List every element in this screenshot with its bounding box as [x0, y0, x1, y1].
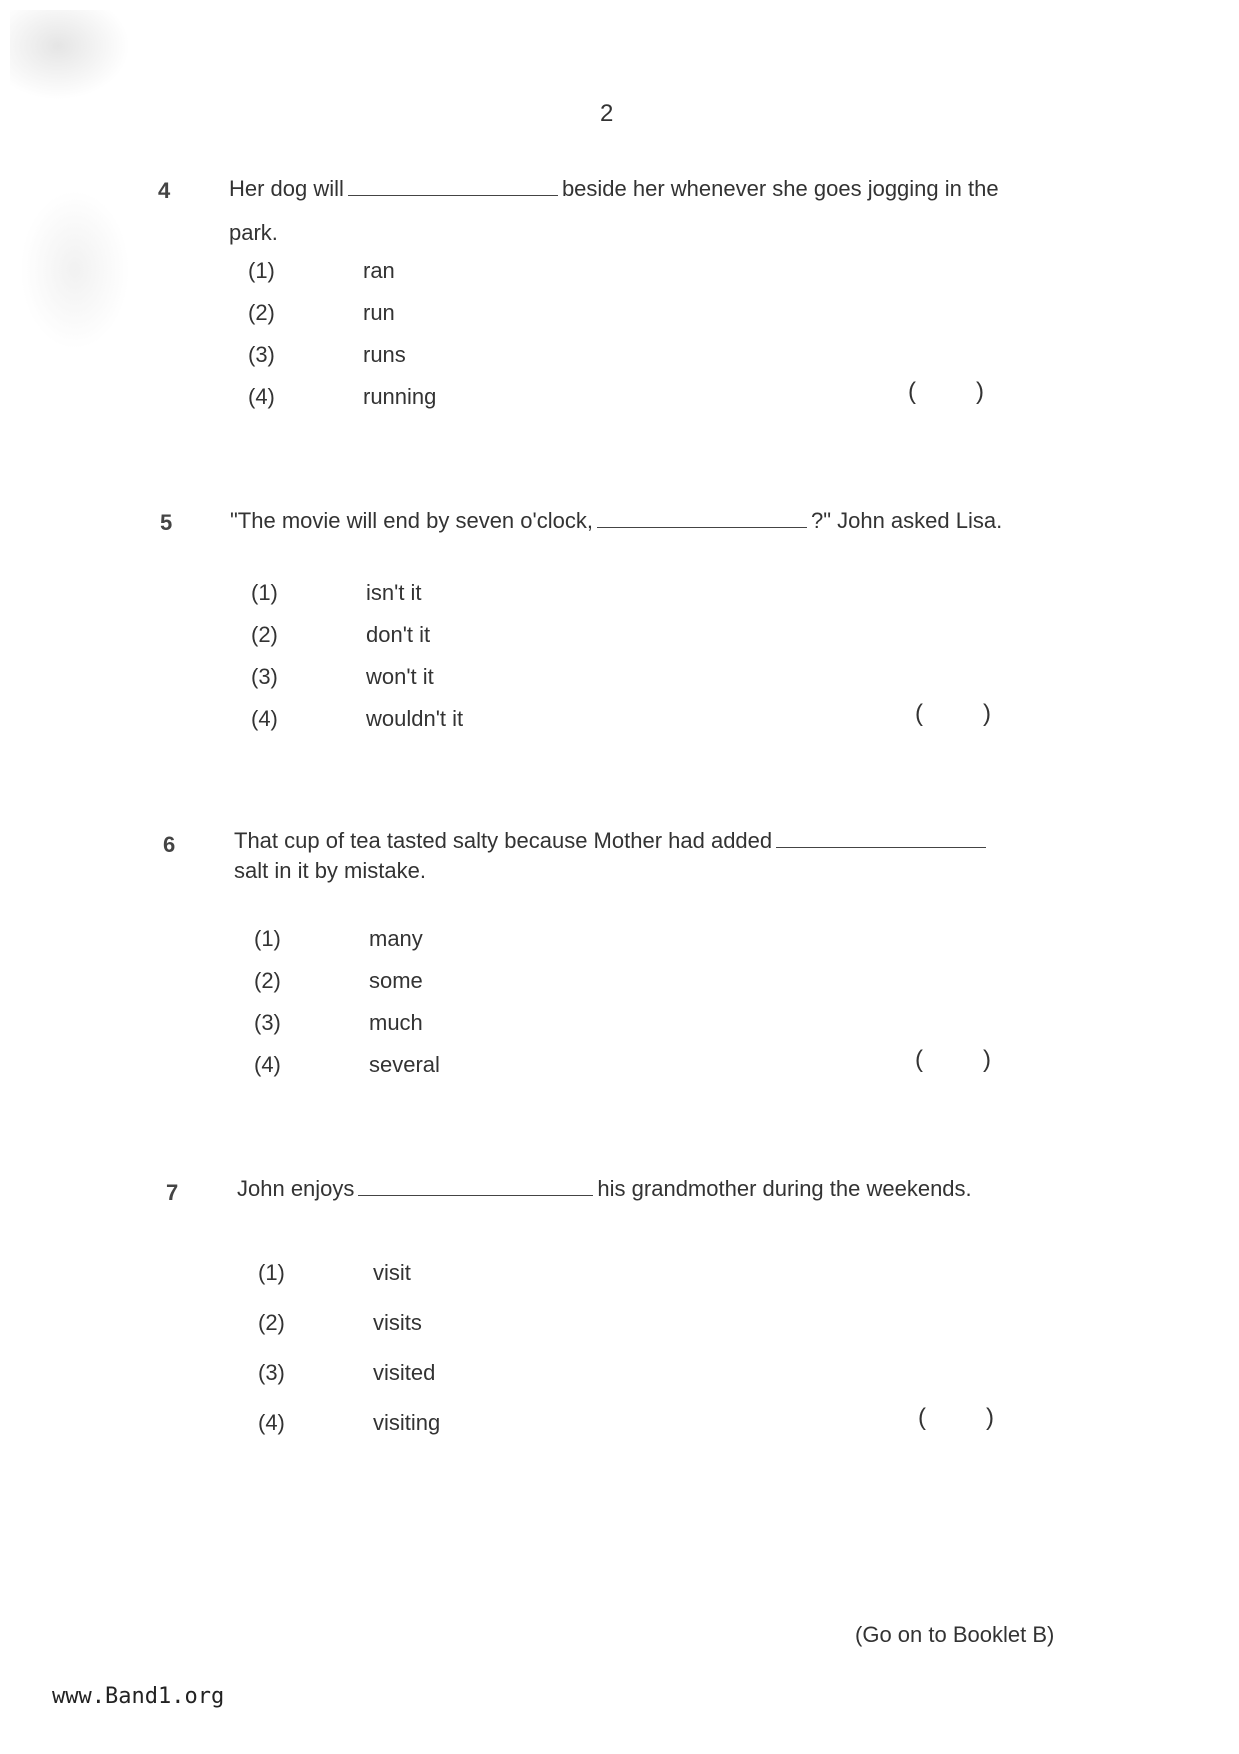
question-stem: Her dog will beside her whenever she goes jogging in the — [229, 176, 999, 201]
question-number: 5 — [160, 510, 173, 535]
answer-blank — [776, 829, 986, 848]
answer-box[interactable]: ( ) — [908, 378, 984, 405]
scan-noise — [20, 190, 130, 350]
question-number: 7 — [166, 1180, 179, 1205]
question-number: 4 — [158, 178, 171, 203]
question-stem: "The movie will end by seven o'clock, ?" John asked Lisa. — [230, 508, 1003, 533]
answer-box[interactable]: ( ) — [918, 1404, 994, 1431]
question-stem: John enjoys his grandmother during the weekends. — [237, 1176, 972, 1201]
answer-blank — [597, 509, 807, 528]
answer-blank — [358, 1177, 593, 1196]
scan-noise — [10, 10, 130, 100]
answer-box[interactable]: ( ) — [915, 700, 991, 727]
question-stem: That cup of tea tasted salty because Mother had added — [234, 826, 990, 856]
go-on-note: (Go on to Booklet B) — [855, 1622, 1055, 1647]
page-number: 2 — [600, 100, 614, 127]
answer-blank — [348, 177, 558, 196]
question-stem-line2: salt in it by mistake. — [234, 858, 426, 883]
watermark: www.Band1.org — [52, 1684, 225, 1709]
question-number: 6 — [163, 832, 176, 857]
exam-page: 2 4 Her dog will beside her whenever she goes jogging in the park. (1) ran (2) run (3) runs (4) running ( ) 5 "The movie will end by seven o'clock, ?" John asked Lisa. (1) isn't it (2) don't it (3) won't it (4) wouldn't it ( ) 6 That cup of tea tasted salty because Mother had added salt in it by mistake. (1) many (2) some (3) much (4) several ( ) 7 John enjoys his grandmother during the weekends. (1) visit (2) visits (3) visited (4) visiting ( ) (Go on to Booklet B) www.Band1.org — [0, 0, 1239, 1754]
answer-box[interactable]: ( ) — [915, 1046, 991, 1073]
question-stem-line2: park. — [229, 220, 278, 245]
